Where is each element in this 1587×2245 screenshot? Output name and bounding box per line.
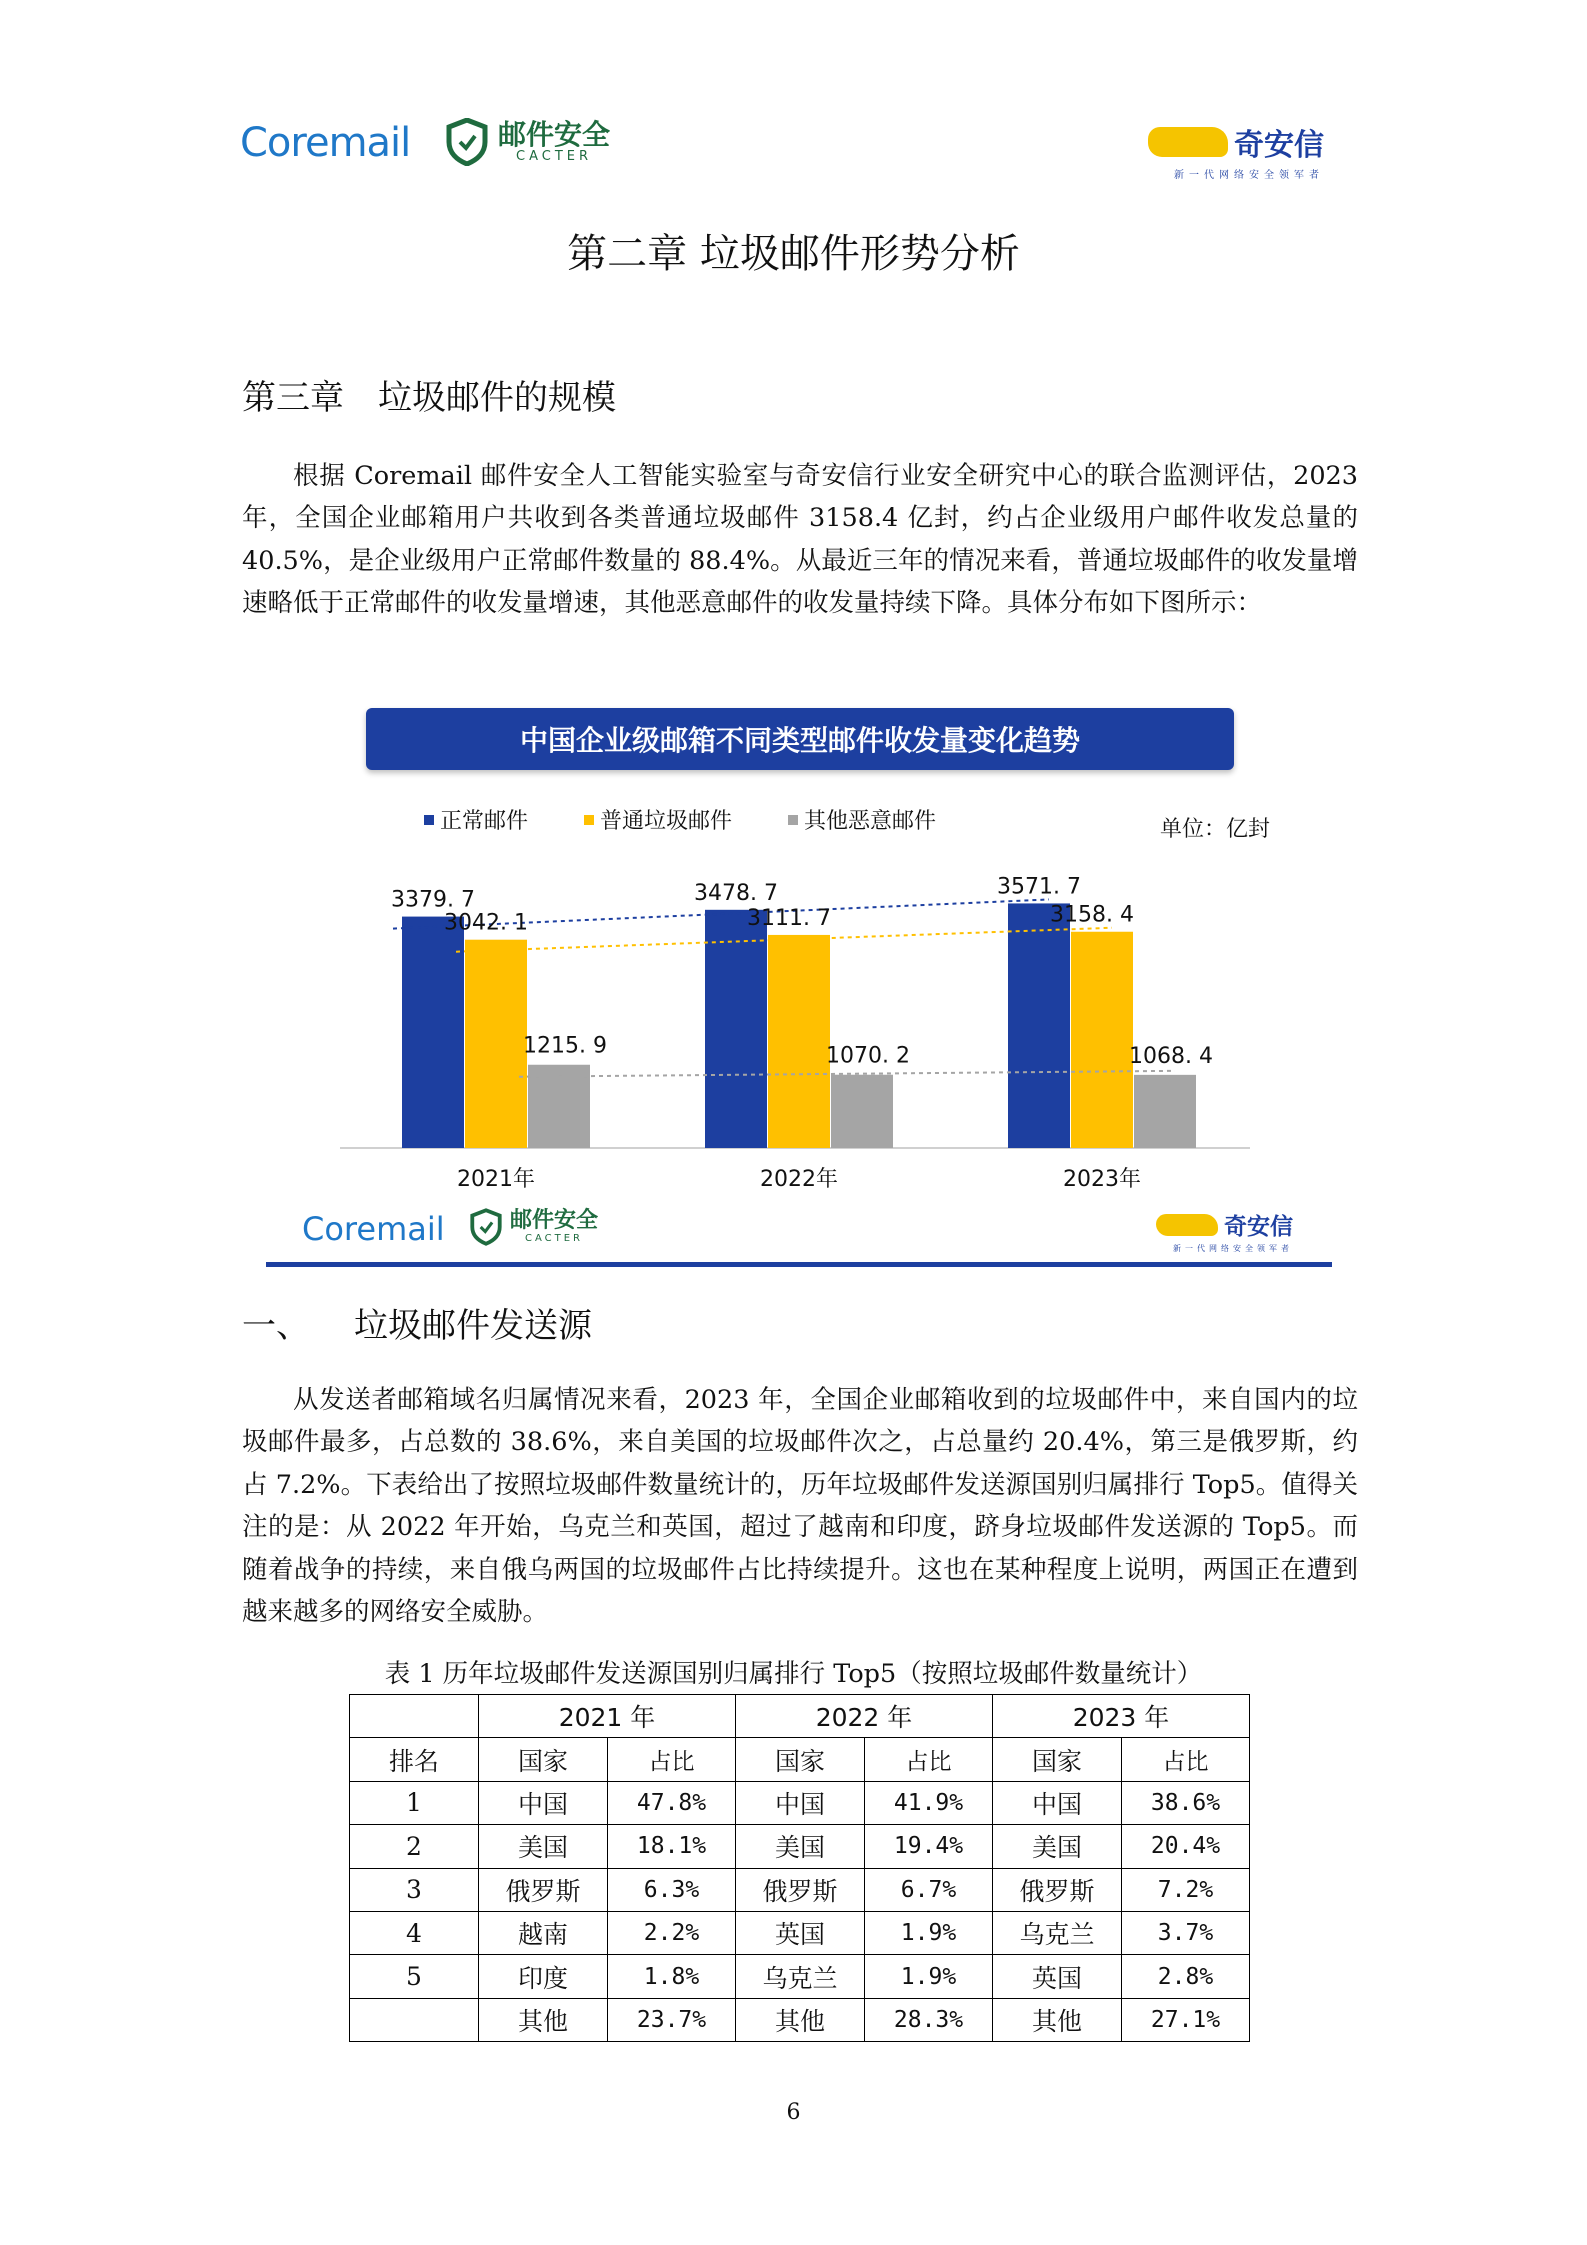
table-year-2023: 2023 年 [993, 1695, 1250, 1738]
table-cell-p2021: 2.2% [608, 1911, 736, 1954]
table-cell-c2022: 其他 [736, 1998, 865, 2041]
table-cell-rank: 2 [350, 1825, 479, 1868]
chart-qax-cn: 奇安信 [1224, 1214, 1293, 1240]
table-cell-p2023: 27.1% [1122, 1998, 1250, 2041]
value-label-1-0: 3042. 1 [444, 910, 528, 936]
table-cell-p2022: 41.9% [865, 1781, 993, 1824]
chapter-title: 第二章 垃圾邮件形势分析 [567, 231, 1020, 277]
table-cell-p2023: 2.8% [1122, 1955, 1250, 1998]
table-cell-c2023: 美国 [993, 1825, 1122, 1868]
bar-1-0 [465, 940, 527, 1148]
table-cell-c2021: 中国 [479, 1781, 608, 1824]
table-header-country: 国家 [479, 1738, 608, 1781]
table-cell-rank [350, 1998, 479, 2041]
bar-chart [330, 850, 1270, 1210]
table-cell-p2022: 19.4% [865, 1825, 993, 1868]
table-cell-c2023: 英国 [993, 1955, 1122, 1998]
legend-label-spam: 普通垃圾邮件 [600, 809, 733, 834]
qax-slogan: 新一代网络安全领军者 [1174, 170, 1324, 181]
ranking-table [349, 1694, 1250, 2042]
chart-title: 中国企业级邮箱不同类型邮件收发量变化趋势 [366, 708, 1234, 770]
table-cell-c2021: 美国 [479, 1825, 608, 1868]
category-label-0: 2021年 [457, 1167, 535, 1192]
table-cell-c2022: 中国 [736, 1781, 865, 1824]
legend-label-malicious: 其他恶意邮件 [804, 809, 937, 834]
value-label-0-1: 3478. 7 [694, 880, 778, 906]
chart-qax-logo [1156, 1208, 1293, 1254]
legend-swatch-malicious [788, 815, 798, 825]
value-label-2-1: 1070. 2 [826, 1043, 910, 1069]
table-cell-p2023: 3.7% [1122, 1911, 1250, 1954]
table-row [350, 1998, 1250, 2041]
table-cell-c2021: 其他 [479, 1998, 608, 2041]
table-year-2021: 2021 年 [479, 1695, 736, 1738]
table-cell-p2023: 20.4% [1122, 1825, 1250, 1868]
table-cell-c2022: 乌克兰 [736, 1955, 865, 1998]
table-cell-rank: 4 [350, 1911, 479, 1954]
shield-icon [446, 118, 488, 166]
table-cell-c2021: 俄罗斯 [479, 1868, 608, 1911]
table-row [350, 1868, 1250, 1911]
table-cell-p2022: 28.3% [865, 1998, 993, 2041]
chart-cacter-cn: 邮件安全 [510, 1208, 599, 1233]
bar-0-0 [402, 917, 464, 1148]
table-cell-p2022: 1.9% [865, 1911, 993, 1954]
table-corner-cell [350, 1695, 479, 1738]
table-cell-p2023: 7.2% [1122, 1868, 1250, 1911]
bar-2-2 [1134, 1075, 1196, 1148]
chart-unit: 单位：亿封 [1160, 817, 1271, 842]
section-one-heading [242, 1298, 592, 1347]
chart-coremail-logo: Coremail [302, 1210, 445, 1248]
section-one-number: 一、 [242, 1306, 310, 1346]
chart-legend [424, 804, 936, 835]
table-header-share: 占比 [1122, 1738, 1250, 1781]
table-cell-p2023: 38.6% [1122, 1781, 1250, 1824]
table-cell-c2022: 美国 [736, 1825, 865, 1868]
table-year-2022: 2022 年 [736, 1695, 993, 1738]
table-row [350, 1825, 1250, 1868]
table-header-share: 占比 [865, 1738, 993, 1781]
table-cell-p2021: 6.3% [608, 1868, 736, 1911]
table-cell-p2022: 1.9% [865, 1955, 993, 1998]
chart-qax-mascot-icon [1156, 1214, 1218, 1236]
table-header-country: 国家 [993, 1738, 1122, 1781]
table-cell-c2022: 俄罗斯 [736, 1868, 865, 1911]
table-cell-p2022: 6.7% [865, 1868, 993, 1911]
page-number: 6 [786, 2100, 801, 2125]
bar-0-1 [705, 910, 767, 1148]
cacter-logo-cn: 邮件安全 [498, 118, 611, 151]
chart-shield-icon [470, 1208, 502, 1246]
table-cell-c2023: 俄罗斯 [993, 1868, 1122, 1911]
table-cell-c2021: 印度 [479, 1955, 608, 1998]
table-cell-p2021: 47.8% [608, 1781, 736, 1824]
table-cell-rank: 5 [350, 1955, 479, 1998]
bar-1-2 [1071, 932, 1133, 1148]
paragraph-1: 根据 Coremail 邮件安全人工智能实验室与奇安信行业安全研究中心的联合监测评估，2023 年，全国企业邮箱用户共收到各类普通垃圾邮件 3158.4 亿封，约占企业级用户邮件收发总量的 40.5%，是企业级用户正常邮件数量的 88.4%。从最近三年的情况来看，普通垃圾邮件的收发量增速略低于正常邮件的收发量增速，其他恶意邮件的收发量持续下降。具体分布如下图所示： [242, 461, 1358, 619]
bar-2-1 [831, 1075, 893, 1148]
legend-swatch-normal [424, 815, 434, 825]
cacter-logo [446, 118, 610, 166]
table-header-country: 国家 [736, 1738, 865, 1781]
category-label-2: 2023年 [1063, 1167, 1141, 1192]
table-cell-p2021: 18.1% [608, 1825, 736, 1868]
table-header-row [350, 1738, 1250, 1781]
section-one-title: 垃圾邮件发送源 [354, 1306, 592, 1346]
table-cell-c2023: 中国 [993, 1781, 1122, 1824]
table-cell-rank: 1 [350, 1781, 479, 1824]
table-caption: 表 1 历年垃圾邮件发送源国别归属排行 Top5（按照垃圾邮件数量统计） [384, 1659, 1203, 1689]
value-label-1-2: 3158. 4 [1050, 902, 1134, 928]
cacter-logo-en: CACTER [516, 149, 593, 164]
table-year-row [350, 1695, 1250, 1738]
section-title: 第三章 垃圾邮件的规模 [242, 378, 616, 418]
table-cell-p2021: 23.7% [608, 1998, 736, 2041]
table-cell-p2021: 1.8% [608, 1955, 736, 1998]
table-header-share: 占比 [608, 1738, 736, 1781]
coremail-logo: Coremail [240, 120, 411, 166]
legend-label-normal: 正常邮件 [440, 809, 529, 834]
category-label-1: 2022年 [760, 1167, 838, 1192]
chart-footer-line [266, 1262, 1332, 1267]
bar-1-1 [768, 935, 830, 1148]
value-label-1-1: 3111. 7 [747, 905, 831, 931]
qax-mascot-icon [1148, 127, 1228, 157]
table-cell-c2021: 越南 [479, 1911, 608, 1954]
table-row [350, 1781, 1250, 1824]
table-cell-c2023: 乌克兰 [993, 1911, 1122, 1954]
table-cell-rank: 3 [350, 1868, 479, 1911]
table-row [350, 1955, 1250, 1998]
value-label-0-2: 3571. 7 [997, 874, 1081, 900]
table-cell-c2023: 其他 [993, 1998, 1122, 2041]
bar-0-2 [1008, 903, 1070, 1148]
value-label-2-2: 1068. 4 [1129, 1043, 1213, 1069]
legend-swatch-spam [584, 815, 594, 825]
chart-cacter-logo [470, 1208, 598, 1246]
qax-logo-cn: 奇安信 [1234, 128, 1324, 163]
table-cell-c2022: 英国 [736, 1911, 865, 1954]
legend-item-spam [584, 804, 732, 835]
value-label-2-0: 1215. 9 [523, 1033, 607, 1059]
table-row [350, 1911, 1250, 1954]
table-header-rank: 排名 [350, 1738, 479, 1781]
qax-logo [1148, 120, 1324, 181]
legend-item-normal [424, 804, 528, 835]
chart-qax-slogan: 新一代网络安全领军者 [1173, 1244, 1293, 1253]
chart-cacter-en: CACTER [525, 1233, 584, 1244]
value-label-0-0: 3379. 7 [391, 887, 475, 913]
legend-item-malicious [788, 804, 936, 835]
paragraph-2: 从发送者邮箱域名归属情况来看，2023 年，全国企业邮箱收到的垃圾邮件中，来自国内的垃圾邮件最多，占总数的 38.6%，来自美国的垃圾邮件次之，占总量约 20.4%，第三是俄罗斯，约占 7.2%。下表给出了按照垃圾邮件数量统计的，历年垃圾邮件发送源国别归属排行 Top5。值得关注的是：从 2022 年开始，乌克兰和英国，超过了越南和印度，跻身垃圾邮件发送源的 Top5。而随着战争的持续，来自俄乌两国的垃圾邮件占比持续提升。这也在某种程度上说明，两国正在遭到越来越多的网络安全威胁。 [242, 1385, 1358, 1628]
